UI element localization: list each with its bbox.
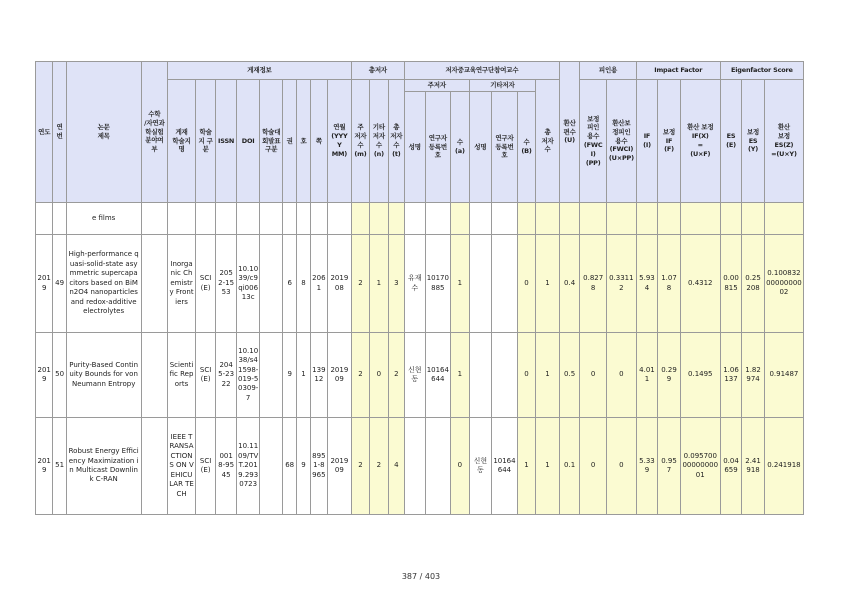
cell-es: 0.04659 xyxy=(720,418,742,515)
cell-converted: 0.1 xyxy=(559,418,580,515)
cell-if-conv: 0.0957000000000001 xyxy=(680,418,720,515)
group-faculty: 저자중교육연구단참여교수 xyxy=(405,62,560,80)
cell-kci-class xyxy=(260,235,283,333)
cell-pub-date: 201909 xyxy=(328,418,352,515)
cell-fac-reg-main: 10164644 xyxy=(425,333,451,418)
table-row-continuation xyxy=(36,203,804,235)
col-fac-name-other: 성명 xyxy=(469,92,492,203)
cell-discipline xyxy=(141,333,168,418)
cell-fac-total: 1 xyxy=(536,418,560,515)
cell-issue: 9 xyxy=(297,418,310,515)
cell-es-conv: 0.241918 xyxy=(764,418,803,515)
col-main-authors: 주 저자 수 (m) xyxy=(351,80,369,203)
cell-fac-reg-other xyxy=(492,333,518,418)
col-es: ES (E) xyxy=(720,80,742,203)
col-fac-count-other: 수 (B) xyxy=(517,92,535,203)
cell-fac-name-other xyxy=(469,235,492,333)
col-es-conv: 환산 보정 ES(Z) =(U×Y) xyxy=(764,80,803,203)
cell-fac-total: 1 xyxy=(536,235,560,333)
col-fac-reg-other: 연구자 등록번 호 xyxy=(492,92,518,203)
cell-if-adj: 0.299 xyxy=(658,333,681,418)
col-if-conv: 환산 보정 IF(X) = (U×F) xyxy=(680,80,720,203)
cell-issue: 1 xyxy=(297,333,310,418)
cell-main-authors: 2 xyxy=(351,235,369,333)
col-issn: ISSN xyxy=(216,80,237,203)
cell-issue: 8 xyxy=(297,235,310,333)
table-body xyxy=(36,203,804,515)
cell-fwci-conv: 0 xyxy=(606,333,636,418)
cell-fwci: 0 xyxy=(580,333,607,418)
col-fac-count-main: 수 (a) xyxy=(451,92,469,203)
cell-if-adj: 0.957 xyxy=(658,418,681,515)
cell-discipline xyxy=(141,418,168,515)
cell-es-adj: 2.41918 xyxy=(742,418,765,515)
group-impact-factor: Impact Factor xyxy=(636,62,720,80)
cell-if-conv: 0.4312 xyxy=(680,235,720,333)
cell-if: 5.934 xyxy=(636,235,658,333)
cell-es: 1.06137 xyxy=(720,333,742,418)
cell-es-adj: 0.25208 xyxy=(742,235,765,333)
cell-total-authors: 2 xyxy=(388,333,404,418)
cell-fac-reg-other xyxy=(492,235,518,333)
col-doi: DOI xyxy=(236,80,260,203)
cell-discipline xyxy=(141,235,168,333)
cell-fwci-conv: 0 xyxy=(606,418,636,515)
cell-other-authors: 1 xyxy=(370,235,388,333)
cell-es-adj: 1.82974 xyxy=(742,333,765,418)
col-fwci: 보정 피인 용수 (FWC I) (PP) xyxy=(580,80,607,203)
cell-year: 2019 xyxy=(36,333,53,418)
cell-journal: Inorganic Chemistry Frontiers xyxy=(168,235,196,333)
table-row xyxy=(36,418,804,515)
cell-issn: 2045-2322 xyxy=(216,333,237,418)
cell-fac-name-main: 유재수 xyxy=(405,235,426,333)
cell-fac-name-other: 신현동 xyxy=(469,418,492,515)
cell-issn: 2052-1553 xyxy=(216,235,237,333)
col-fac-name-main: 성명 xyxy=(405,92,426,203)
col-other-authors: 기타 저자 수 (n) xyxy=(370,80,388,203)
cell-fac-reg-main: 10170885 xyxy=(425,235,451,333)
col-fwci-conv: 환산보 정피인 용수 (FWCI) (U×PP) xyxy=(606,80,636,203)
col-fac-reg-main: 연구자 등록번 호 xyxy=(425,92,451,203)
cell-journal: Scientific Reports xyxy=(168,333,196,418)
col-journal: 게재 학술지 명 xyxy=(168,80,196,203)
cell-serial: 51 xyxy=(53,418,66,515)
col-if-adj: 보정 IF (F) xyxy=(658,80,681,203)
cell-kci-class xyxy=(260,418,283,515)
col-if: IF (I) xyxy=(636,80,658,203)
cell-total-authors: 3 xyxy=(388,235,404,333)
cell-title: High-performance quasi-solid-state asymmetric supercapacitors based on BiMn2O4 nanoparticles and redox-additive electrolytes xyxy=(66,235,141,333)
col-pub-date: 연월 (YYYY MM) xyxy=(328,80,352,203)
group-other-author: 기타저자 xyxy=(469,80,536,92)
group-eigenfactor: Eigenfactor Score xyxy=(720,62,803,80)
group-main-author: 주저자 xyxy=(405,80,470,92)
cell-issn: 0018-9545 xyxy=(216,418,237,515)
publication-table xyxy=(35,61,804,515)
cell-volume: 68 xyxy=(283,418,297,515)
cell-doi: 10.1038/s41598-019-50309-7 xyxy=(236,333,260,418)
cell-serial: 50 xyxy=(53,333,66,418)
cell-fac-count-main: 0 xyxy=(451,418,469,515)
col-journal-type: 학술 지 구 분 xyxy=(195,80,216,203)
col-title: 논문 제목 xyxy=(66,62,141,203)
cell-fwci: 0 xyxy=(580,418,607,515)
cell-other-authors: 0 xyxy=(370,333,388,418)
cell-es-conv: 0.1008320000000002 xyxy=(764,235,803,333)
cell-pub-date: 201908 xyxy=(328,235,352,333)
cell-fac-count-main: 1 xyxy=(451,235,469,333)
cell-pub-date: 201909 xyxy=(328,333,352,418)
cell-if-adj: 1.078 xyxy=(658,235,681,333)
cell-fwci: 0.8278 xyxy=(580,235,607,333)
cell-journal-type: SCI(E) xyxy=(195,235,216,333)
col-kci-class: 학술대 회발표 구분 xyxy=(260,80,283,203)
cell-fac-total: 1 xyxy=(536,333,560,418)
cell-volume: 9 xyxy=(283,333,297,418)
cell-serial: 49 xyxy=(53,235,66,333)
cell-journal-type: SCI(E) xyxy=(195,333,216,418)
cell-year: 2019 xyxy=(36,235,53,333)
cell-fac-name-main xyxy=(405,418,426,515)
cell-journal-type: SCI(E) xyxy=(195,418,216,515)
cell-pages: 8951-8965 xyxy=(310,418,327,515)
cell-if: 5.339 xyxy=(636,418,658,515)
cell-total-authors: 4 xyxy=(388,418,404,515)
cell-fac-count-other: 0 xyxy=(517,333,535,418)
cell-title: Purity-Based Continuity Bounds for von Neumann Entropy xyxy=(66,333,141,418)
col-volume: 권 xyxy=(283,80,297,203)
cell-volume: 6 xyxy=(283,235,297,333)
cell-main-authors: 2 xyxy=(351,418,369,515)
col-pages: 쪽 xyxy=(310,80,327,203)
cell-year: 2019 xyxy=(36,418,53,515)
cell-fac-reg-other: 10164644 xyxy=(492,418,518,515)
cell-fac-count-other: 1 xyxy=(517,418,535,515)
cell-es-conv: 0.91487 xyxy=(764,333,803,418)
col-serial: 연번 xyxy=(53,62,66,203)
cell-pages: 2061 xyxy=(310,235,327,333)
cell-title: Robust Energy Efficiency Maximization in Multicast Downlink C-RAN xyxy=(66,418,141,515)
cell-converted: 0.5 xyxy=(559,333,580,418)
col-total-authors: 총 저자 수 (t) xyxy=(388,80,404,203)
col-fac-total: 총 저자 수 xyxy=(536,80,560,203)
cell-other-authors: 2 xyxy=(370,418,388,515)
cell-doi: 10.1039/c9qi00613c xyxy=(236,235,260,333)
col-year: 연도 xyxy=(36,62,53,203)
cell-fwci-conv: 0.33112 xyxy=(606,235,636,333)
cell-if: 4.011 xyxy=(636,333,658,418)
cell-es: 0.00815 xyxy=(720,235,742,333)
cell-fac-count-main: 1 xyxy=(451,333,469,418)
cell-title: e films xyxy=(66,203,141,235)
cell-fac-reg-main xyxy=(425,418,451,515)
group-authors: 총저자 xyxy=(351,62,404,80)
cell-pages: 13912 xyxy=(310,333,327,418)
cell-journal: IEEE TRANSACTIONS ON VEHICULAR TECH xyxy=(168,418,196,515)
col-converted: 환산 편수 (U) xyxy=(559,62,580,203)
cell-if-conv: 0.1495 xyxy=(680,333,720,418)
cell-fac-name-main: 신현동 xyxy=(405,333,426,418)
table-row xyxy=(36,235,804,333)
cell-converted: 0.4 xyxy=(559,235,580,333)
table-row xyxy=(36,333,804,418)
cell-kci-class xyxy=(260,333,283,418)
cell-main-authors: 2 xyxy=(351,333,369,418)
page-number: 387 / 403 xyxy=(401,572,441,581)
cell-doi: 10.1109/TVT.2019.2930723 xyxy=(236,418,260,515)
cell-fac-name-other xyxy=(469,333,492,418)
col-issue: 호 xyxy=(297,80,310,203)
col-discipline: 수학 /자연과 학실험 분야여 부 xyxy=(141,62,168,203)
group-citation: 피인용 xyxy=(580,62,636,80)
table-header xyxy=(36,62,804,203)
col-es-adj: 보정 ES (Y) xyxy=(742,80,765,203)
cell-fac-count-other: 0 xyxy=(517,235,535,333)
group-pub-info: 게재정보 xyxy=(168,62,352,80)
